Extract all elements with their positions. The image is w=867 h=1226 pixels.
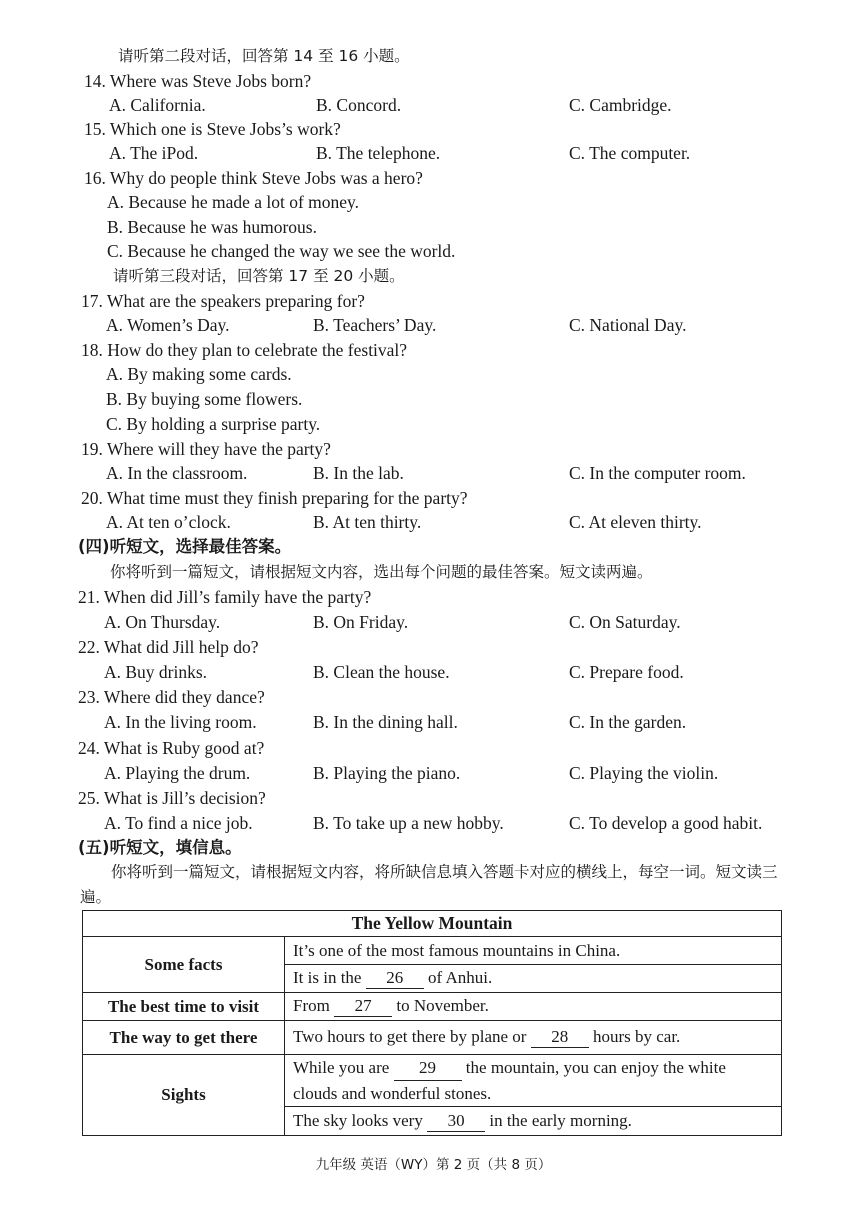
- q20-option-c: C. At eleven thirty.: [569, 512, 702, 532]
- question-18: 18. How do they plan to celebrate the festival?: [81, 340, 408, 360]
- q16-option-a: A. Because he made a lot of money.: [107, 192, 360, 212]
- fact-row-1: It’s one of the most famous mountains in China.: [285, 937, 782, 965]
- q23-option-c: C. In the garden.: [569, 712, 687, 732]
- part5-instructions: 你将听到一篇短文，请根据短文内容，将所缺信息填入答题卡对应的横线上，每空一词。短文读三遍。: [80, 863, 778, 906]
- fact-row-2: [285, 965, 782, 993]
- question-22: 22. What did Jill help do?: [78, 637, 259, 657]
- q18-option-b: B. By buying some flowers.: [106, 389, 303, 409]
- question-20: 20. What time must they finish preparing for the party?: [81, 488, 468, 508]
- best-time-prefix: From: [293, 996, 330, 1015]
- q21-option-c: C. On Saturday.: [569, 612, 681, 632]
- blank-29[interactable]: 29: [394, 1055, 462, 1081]
- part4-title: (四)听短文，选择最佳答案。: [78, 537, 292, 556]
- blank-26[interactable]: 26: [366, 968, 424, 989]
- question-14: 14. Where was Steve Jobs born?: [84, 71, 312, 91]
- q24-option-b: B. Playing the piano.: [313, 763, 461, 783]
- q22-option-c: C. Prepare food.: [569, 662, 684, 682]
- sights2-suffix: in the early morning.: [489, 1110, 632, 1130]
- fact2-suffix: of Anhui.: [427, 968, 493, 987]
- q24-option-a: A. Playing the drum.: [104, 763, 251, 783]
- q15-option-a: A. The iPod.: [109, 143, 199, 163]
- page-footer: 九年级 英语（WY）第 2 页（共 8 页）: [315, 1157, 552, 1173]
- question-17: 17. What are the speakers preparing for?: [81, 291, 365, 311]
- q14-option-b: B. Concord.: [316, 95, 402, 115]
- q17-option-c: C. National Day.: [569, 315, 687, 335]
- q22-option-b: B. Clean the house.: [313, 662, 450, 682]
- question-15: 15. Which one is Steve Jobs’s work?: [84, 119, 341, 139]
- sights1-prefix: While you are: [293, 1058, 390, 1077]
- way-row: [285, 1021, 782, 1055]
- question-23: 23. Where did they dance?: [78, 687, 265, 707]
- label-sights: Sights: [83, 1055, 285, 1136]
- blank-27[interactable]: 27: [334, 996, 392, 1017]
- q22-option-a: A. Buy drinks.: [104, 662, 208, 682]
- q25-option-c: C. To develop a good habit.: [569, 813, 763, 833]
- label-best-time: The best time to visit: [83, 993, 285, 1021]
- q23-option-b: B. In the dining hall.: [313, 712, 458, 732]
- section2-intro: 请听第二段对话，回答第 14 至 16 小题。: [118, 47, 410, 65]
- q17-option-b: B. Teachers’ Day.: [313, 315, 437, 335]
- blank-28[interactable]: 28: [531, 1027, 589, 1048]
- q14-option-c: C. Cambridge.: [569, 95, 672, 115]
- q14-option-a: A. California.: [109, 95, 206, 115]
- q25-option-a: A. To find a nice job.: [104, 813, 253, 833]
- way-prefix: Two hours to get there by plane or: [293, 1027, 527, 1046]
- q15-option-b: B. The telephone.: [316, 143, 441, 163]
- q24-option-c: C. Playing the violin.: [569, 763, 719, 783]
- q18-option-a: A. By making some cards.: [106, 364, 292, 384]
- best-time-row: [285, 993, 782, 1021]
- question-25: 25. What is Jill’s decision?: [78, 788, 266, 808]
- way-suffix: hours by car.: [592, 1027, 681, 1046]
- sights1-suffix: the mountain, you can enjoy the white clouds and wonderful stones.: [293, 1058, 726, 1103]
- sights2-prefix: The sky looks very: [293, 1110, 423, 1130]
- sights-row-2: [285, 1107, 782, 1136]
- q16-option-c: C. Because he changed the way we see the world.: [107, 241, 456, 261]
- q16-option-b: B. Because he was humorous.: [107, 217, 317, 237]
- blank-30[interactable]: 30: [427, 1111, 485, 1132]
- fact2-prefix: It is in the: [293, 968, 362, 987]
- question-21: 21. When did Jill’s family have the party?: [78, 587, 372, 607]
- q18-option-c: C. By holding a surprise party.: [106, 414, 321, 434]
- q19-option-a: A. In the classroom.: [106, 463, 248, 483]
- sights-row-1: [285, 1055, 782, 1107]
- q23-option-a: A. In the living room.: [104, 712, 257, 732]
- q17-option-a: A. Women’s Day.: [106, 315, 230, 335]
- q20-option-b: B. At ten thirty.: [313, 512, 422, 532]
- section3-intro: 请听第三段对话，回答第 17 至 20 小题。: [113, 267, 405, 285]
- label-some-facts: Some facts: [83, 937, 285, 993]
- q15-option-c: C. The computer.: [569, 143, 691, 163]
- question-19: 19. Where will they have the party?: [81, 439, 331, 459]
- q21-option-b: B. On Friday.: [313, 612, 409, 632]
- table-title: The Yellow Mountain: [83, 911, 782, 937]
- part5-title: (五)听短文，填信息。: [78, 838, 242, 857]
- question-16: 16. Why do people think Steve Jobs was a hero?: [84, 168, 423, 188]
- q20-option-a: A. At ten o’clock.: [106, 512, 231, 532]
- q21-option-a: A. On Thursday.: [104, 612, 221, 632]
- question-24: 24. What is Ruby good at?: [78, 738, 265, 758]
- info-table: [82, 910, 782, 1136]
- q19-option-c: C. In the computer room.: [569, 463, 746, 483]
- label-way-there: The way to get there: [83, 1021, 285, 1055]
- part4-instructions: 你将听到一篇短文，请根据短文内容，选出每个问题的最佳答案。短文读两遍。: [110, 563, 653, 581]
- q19-option-b: B. In the lab.: [313, 463, 404, 483]
- q25-option-b: B. To take up a new hobby.: [313, 813, 504, 833]
- best-time-suffix: to November.: [396, 996, 489, 1015]
